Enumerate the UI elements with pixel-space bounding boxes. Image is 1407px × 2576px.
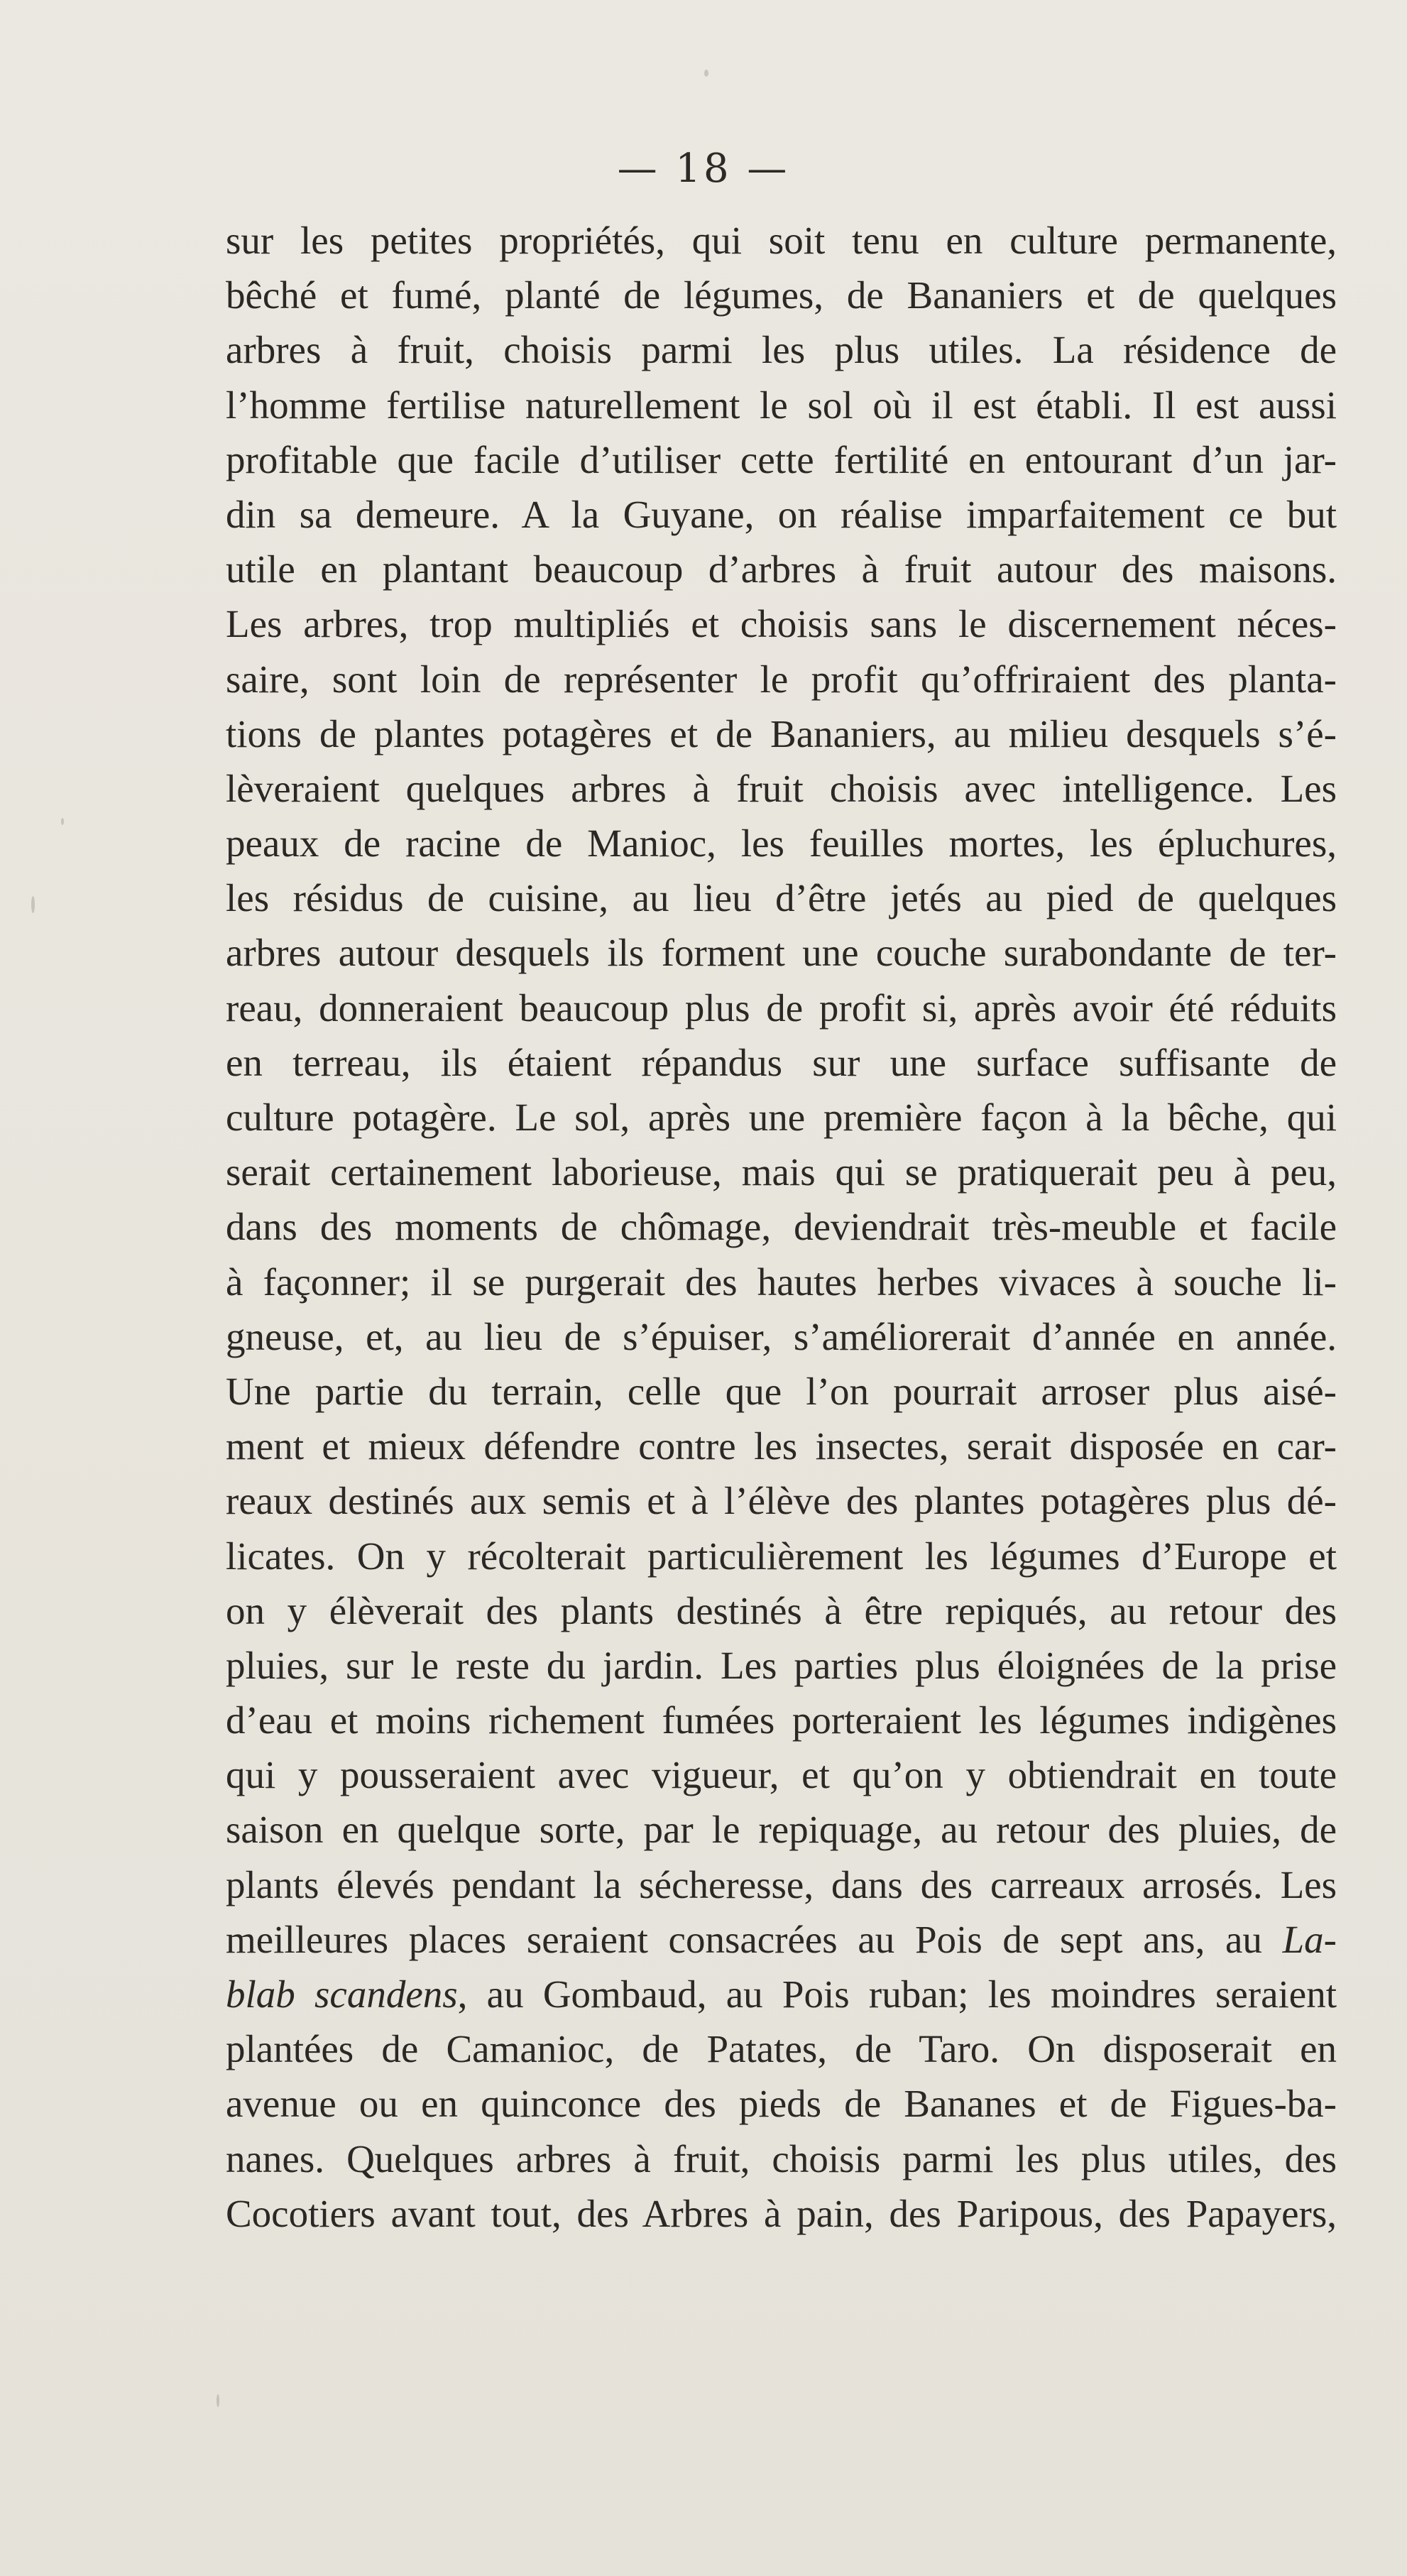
text-line: avenue ou en quinconce des pieds de Bananes et de Figues-ba- [226, 2082, 1337, 2126]
text-line: saison en quelque sorte, par le repiquage, au retour des pluies, de [226, 1808, 1337, 1852]
text-line: en terreau, ils étaient répandus sur une surface suffisante de [226, 1040, 1337, 1084]
text-line: Cocotiers avant tout, des Arbres à pain, des Paripous, des Papayers, [226, 2191, 1337, 2235]
text-line: arbres autour desquels ils forment une couche surabondante de ter- [226, 931, 1337, 975]
text-line: peaux de racine de Manioc, les feuilles mortes, les épluchures, [226, 822, 1337, 866]
paper-speck [61, 818, 64, 825]
text-line: reau, donneraient beaucoup plus de profit si, après avoir été réduits [226, 986, 1337, 1030]
text-line-with-italic [226, 1912, 1337, 1967]
text-line: les résidus de cuisine, au lieu d’être jetés au pied de quelques [226, 876, 1337, 920]
text-line: tions de plantes potagères et de Bananiers, au milieu desquels s’é- [226, 711, 1337, 755]
text-line: utile en plantant beaucoup d’arbres à fruit autour des maisons. [226, 547, 1337, 591]
text-line: profitable que facile d’utiliser cette fertilité en entourant d’un jar- [226, 437, 1337, 481]
text-line: reaux destinés aux semis et à l’élève des plantes potagères plus dé- [226, 1479, 1337, 1523]
text-line: Les arbres, trop multipliés et choisis sans le discernement néces- [226, 602, 1337, 646]
text-line: l’homme fertilise naturellement le sol où il est établi. Il est aussi [226, 383, 1337, 427]
text-line: saire, sont loin de représenter le profit qu’offriraient des planta- [226, 657, 1337, 701]
text-line: d’eau et moins richement fumées porteraient les légumes indigènes [226, 1698, 1337, 1742]
text-line-with-italic [226, 1967, 1337, 2021]
text-line: culture potagère. Le sol, après une première façon à la bêche, qui [226, 1096, 1337, 1139]
text-line: plants élevés pendant la sécheresse, dans des carreaux arrosés. Les [226, 1862, 1337, 1906]
italic-genus: La- [1282, 1917, 1337, 1961]
text-line: licates. On y récolterait particulièrement les légumes d’Europe et [226, 1534, 1337, 1578]
text-line-main: blab scandens, au Gombaud, au Pois ruban; les moindres seraient [226, 1972, 1337, 2016]
text-line: qui y pousseraient avec vigueur, et qu’on y obtiendrait en toute [226, 1753, 1337, 1797]
text-line: nanes. Quelques arbres à fruit, choisis parmi les plus utiles, des [226, 2136, 1337, 2181]
body-text [226, 213, 1337, 2241]
text-line: plantées de Camanioc, de Patates, de Taro. On disposerait en [226, 2027, 1337, 2071]
text-line: serait certainement laborieuse, mais qui se pratiquerait peu à peu, [226, 1150, 1337, 1194]
text-line: sur les petites propriétés, qui soit tenu en culture permanente, [226, 219, 1337, 262]
text-line: gneuse, et, au lieu de s’épuiser, s’améliorerait d’année en année. [226, 1314, 1337, 1358]
text-line: bêché et fumé, planté de légumes, de Bananiers et de quelques [226, 273, 1337, 317]
text-line: dans des moments de chômage, deviendrait très-meuble et facile [226, 1205, 1337, 1249]
text-line: din sa demeure. A la Guyane, on réalise imparfaitement ce but [226, 492, 1337, 536]
text-line: on y élèverait des plants destinés à être repiqués, au retour des [226, 1588, 1337, 1632]
text-line: à façonner; il se purgerait des hautes herbes vivaces à souche li- [226, 1260, 1337, 1304]
text-line: Une partie du terrain, celle que l’on pourrait arroser plus aisé- [226, 1369, 1337, 1413]
text-line: pluies, sur le reste du jardin. Les parties plus éloignées de la prise [226, 1643, 1337, 1687]
paper-speck [217, 2394, 219, 2407]
text-line: arbres à fruit, choisis parmi les plus utiles. La résidence de [226, 328, 1337, 372]
paper-speck [704, 70, 708, 77]
page-number: — 18 — [617, 146, 790, 192]
text-line: ment et mieux défendre contre les insectes, serait disposée en car- [226, 1424, 1337, 1468]
paper-speck [31, 896, 35, 913]
italic-species: blab scandens [226, 1972, 458, 2016]
text-line: lèveraient quelques arbres à fruit choisis avec intelligence. Les [226, 766, 1337, 810]
text-line-main: meilleures places seraient consacrées au Pois de sept ans, au [226, 1917, 1262, 1961]
